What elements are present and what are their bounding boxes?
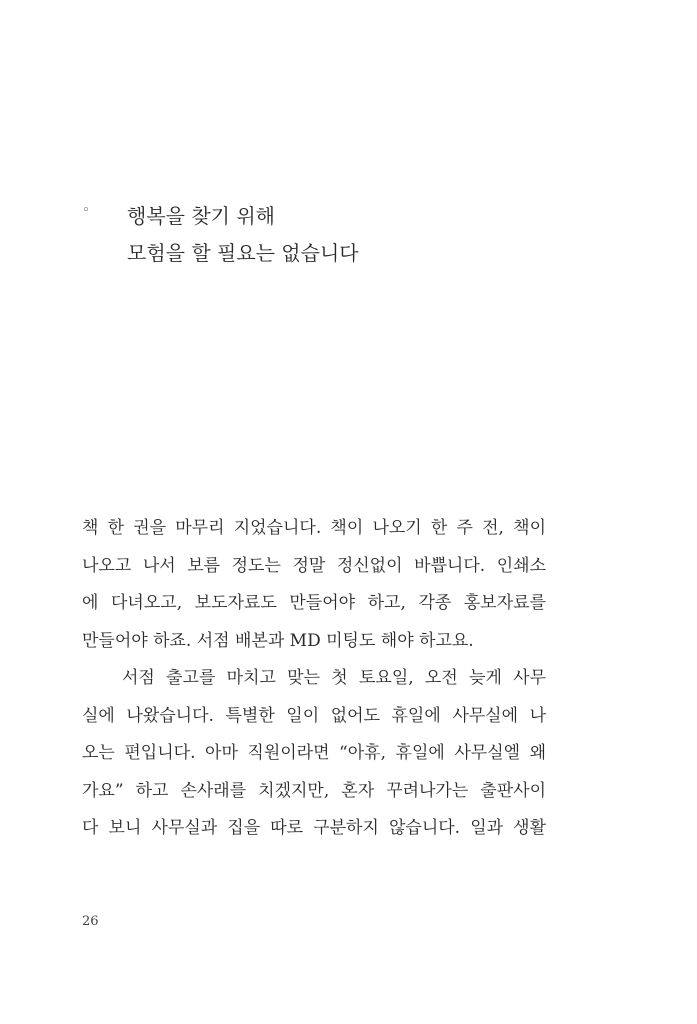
paragraph-line: 실에 나왔습니다. 특별한 일이 없어도 휴일에 사무실에 나 <box>82 705 546 726</box>
bullet-icon: ◦ <box>82 203 90 218</box>
heading-line: 모험을 할 필요는 없습니다 <box>127 241 359 265</box>
paragraph-line: 다 보니 사무실과 집을 따로 구분하지 않습니다. 일과 생활 <box>82 818 546 838</box>
page-number: 26 <box>82 914 99 929</box>
paragraph-line: 오는 편입니다. 아마 직원이라면 “아휴, 휴일에 사무실엘 왜 <box>82 743 546 763</box>
section-heading <box>127 198 359 272</box>
body-text <box>82 510 622 848</box>
heading-line: 행복을 찾기 위해 <box>127 204 275 228</box>
paragraph-line: 에 다녀오고, 보도자료도 만들어야 하고, 각종 홍보자료를 <box>82 593 546 613</box>
paragraph-line: 만들어야 하죠. 서점 배본과 MD 미팅도 해야 하고요. <box>82 630 474 651</box>
paragraph-line: 책 한 권을 마무리 지었습니다. 책이 나오기 한 주 전, 책이 <box>82 518 546 538</box>
paragraph-line: 나오고 나서 보름 정도는 정말 정신없이 바쁩니다. 인쇄소 <box>82 555 546 576</box>
paragraph-line: 가요” 하고 손사래를 치겠지만, 혼자 꾸려나가는 출판사이 <box>82 780 546 801</box>
paragraph-line: 서점 출고를 마치고 맞는 첫 토요일, 오전 늦게 사무 <box>122 668 546 688</box>
